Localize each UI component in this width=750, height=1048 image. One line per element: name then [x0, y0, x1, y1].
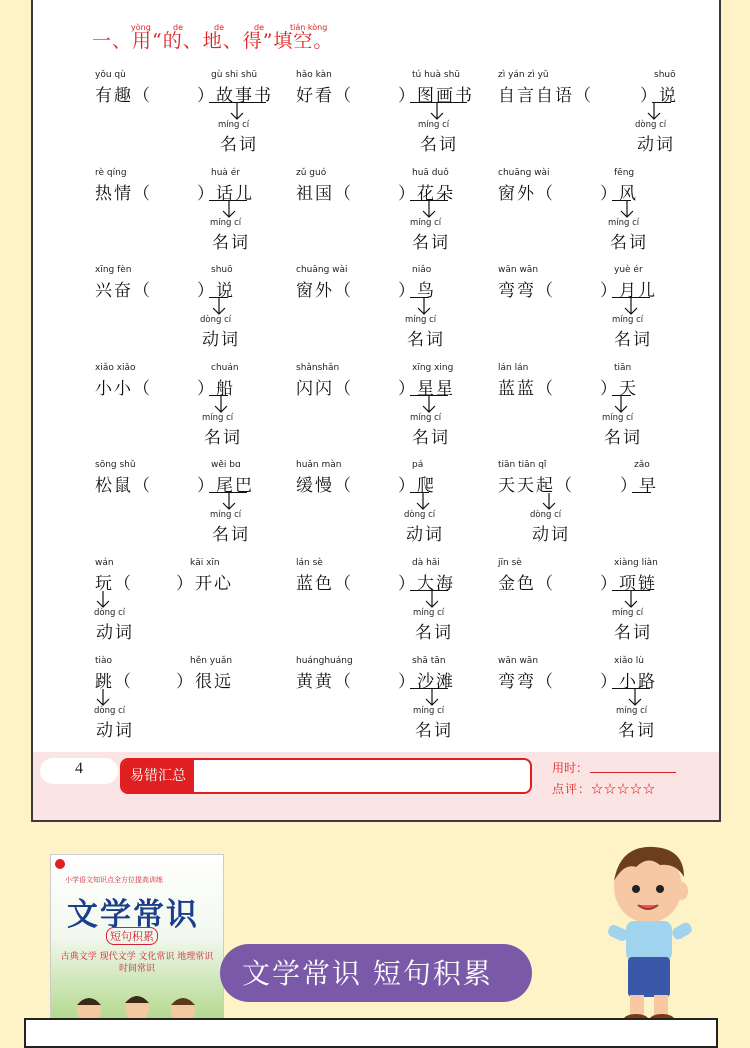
word-text: ）月儿: [600, 281, 657, 301]
adjective-pinyin: zì yán zì yǔ: [498, 70, 549, 80]
book-cover: [50, 854, 224, 1036]
down-arrow-icon: [425, 689, 439, 707]
adjective-pinyin: lán lán: [498, 363, 529, 373]
adjective-pinyin: tiào: [95, 656, 113, 666]
adjective-text: 兴奋（: [95, 281, 152, 301]
word-pinyin: tiān: [614, 363, 632, 373]
word-pinyin: kāi xīn: [190, 558, 220, 568]
part-of-speech-pinyin: míng cí: [602, 413, 634, 423]
part-of-speech-pinyin: míng cí: [405, 315, 437, 325]
part-of-speech-pinyin: míng cí: [210, 510, 242, 520]
part-of-speech-pinyin: míng cí: [612, 315, 644, 325]
down-arrow-icon: [422, 201, 436, 219]
book-title: 文学常识: [67, 897, 199, 933]
word-text: ）花朵: [398, 184, 455, 204]
adjective-text: 热情（: [95, 184, 152, 204]
part-of-speech-label: 动词: [406, 525, 444, 545]
part-of-speech-pinyin: míng cí: [218, 120, 250, 130]
title-pinyin: tián kòng: [290, 23, 328, 32]
adjective-pinyin: rè qíng: [95, 168, 127, 178]
word-pinyin: hěn yuǎn: [190, 656, 233, 666]
word-text: ）说: [640, 86, 678, 106]
adjective-text: 玩（: [95, 574, 133, 594]
word-pinyin: chuán: [211, 363, 239, 373]
part-of-speech-label: 动词: [96, 623, 134, 643]
down-arrow-icon: [212, 298, 226, 316]
part-of-speech-pinyin: dòng cí: [94, 706, 126, 716]
part-of-speech-label: 动词: [96, 721, 134, 741]
adjective-pinyin: yǒu qù: [95, 70, 126, 80]
adjective-pinyin: hǎo kàn: [296, 70, 332, 80]
part-of-speech-pinyin: dòng cí: [530, 510, 562, 520]
bottom-frame: [24, 1018, 718, 1048]
adjective-pinyin: chuāng wài: [498, 168, 550, 178]
part-of-speech-label: 名词: [614, 330, 652, 350]
word-pinyin: shuō: [654, 70, 676, 80]
down-arrow-icon: [624, 298, 638, 316]
title-text: 一、用“的、地、得”填空。: [92, 30, 334, 52]
adjective-pinyin: lán sè: [296, 558, 323, 568]
adjective-text: 闪闪（: [296, 379, 353, 399]
adjective-text: 小小（: [95, 379, 152, 399]
adjective-text: 跳（: [95, 672, 133, 692]
word-text: ）故事书: [197, 86, 273, 106]
part-of-speech-pinyin: dòng cí: [404, 510, 436, 520]
down-arrow-icon: [416, 493, 430, 511]
down-arrow-icon: [214, 396, 228, 414]
word-pinyin: fēng: [614, 168, 635, 178]
part-of-speech-pinyin: míng cí: [608, 218, 640, 228]
word-underline: [632, 492, 651, 493]
word-pinyin: shā tān: [412, 656, 446, 666]
adjective-pinyin: huánghuáng: [296, 656, 353, 666]
down-arrow-icon: [417, 298, 431, 316]
adjective-pinyin: tiān tiān qǐ: [498, 460, 547, 470]
down-arrow-icon: [96, 591, 110, 609]
part-of-speech-pinyin: míng cí: [418, 120, 450, 130]
title-pinyin: de: [254, 23, 264, 32]
down-arrow-icon: [542, 493, 556, 511]
part-of-speech-pinyin: dòng cí: [200, 315, 232, 325]
word-pinyin: xiàng liàn: [614, 558, 658, 568]
word-text: ）说: [197, 281, 235, 301]
adjective-text: 有趣（: [95, 86, 152, 106]
part-of-speech-label: 名词: [212, 233, 250, 253]
word-pinyin: tú huà shū: [412, 70, 460, 80]
word-pinyin: niǎo: [412, 265, 432, 275]
part-of-speech-pinyin: míng cí: [413, 706, 445, 716]
adjective-text: 蓝蓝（: [498, 379, 555, 399]
adjective-text: 弯弯（: [498, 672, 555, 692]
part-of-speech-pinyin: dòng cí: [635, 120, 667, 130]
part-of-speech-pinyin: míng cí: [210, 218, 242, 228]
down-arrow-icon: [614, 396, 628, 414]
word-pinyin: dà hǎi: [412, 558, 440, 568]
adjective-pinyin: xiǎo xiǎo: [95, 363, 136, 373]
title-pinyin: de: [214, 23, 224, 32]
adjective-text: 好看（: [296, 86, 353, 106]
down-arrow-icon: [230, 103, 244, 121]
word-text: ）尾巴: [197, 476, 254, 496]
adjective-pinyin: wān wān: [498, 265, 539, 275]
word-pinyin: gù shi shū: [211, 70, 258, 80]
word-text: ）大海: [398, 574, 455, 594]
word-text: ）爬: [398, 476, 436, 496]
down-arrow-icon: [422, 396, 436, 414]
part-of-speech-label: 名词: [610, 233, 648, 253]
adjective-pinyin: sōng shǔ: [95, 460, 136, 470]
word-pinyin: wěi bɑ: [211, 460, 241, 470]
part-of-speech-label: 名词: [420, 135, 458, 155]
adjective-pinyin: wán: [95, 558, 114, 568]
word-pinyin: huà ér: [211, 168, 241, 178]
part-of-speech-pinyin: míng cí: [616, 706, 648, 716]
banner-text: 文学常识 短句积累: [242, 957, 493, 990]
part-of-speech-label: 名词: [415, 623, 453, 643]
adjective-text: 窗外（: [498, 184, 555, 204]
title-pinyin: de: [173, 23, 183, 32]
part-of-speech-label: 名词: [618, 721, 656, 741]
word-pinyin: shuō: [211, 265, 233, 275]
word-pinyin: huā duǒ: [412, 168, 449, 178]
part-of-speech-pinyin: dòng cí: [94, 608, 126, 618]
word-pinyin: zǎo: [634, 460, 650, 470]
title-pinyin: yòng: [131, 23, 151, 32]
down-arrow-icon: [222, 493, 236, 511]
word-pinyin: xiǎo lù: [614, 656, 644, 666]
adjective-pinyin: wān wān: [498, 656, 539, 666]
adjective-text: 缓慢（: [296, 476, 353, 496]
part-of-speech-label: 名词: [220, 135, 258, 155]
word-text: ）船: [197, 379, 235, 399]
down-arrow-icon: [620, 201, 634, 219]
adjective-text: 祖国（: [296, 184, 353, 204]
part-of-speech-pinyin: míng cí: [202, 413, 234, 423]
part-of-speech-label: 名词: [212, 525, 250, 545]
time-blank: [590, 772, 676, 773]
adjective-pinyin: jīn sè: [498, 558, 522, 568]
part-of-speech-label: 动词: [637, 135, 675, 155]
adjective-text: 自言自语（: [498, 86, 593, 106]
down-arrow-icon: [647, 103, 661, 121]
word-text: ）小路: [600, 672, 657, 692]
word-pinyin: xīng xing: [412, 363, 454, 373]
down-arrow-icon: [430, 103, 444, 121]
part-of-speech-label: 名词: [412, 233, 450, 253]
word-text: ）星星: [398, 379, 455, 399]
part-of-speech-label: 名词: [204, 428, 242, 448]
publisher-logo-icon: [55, 859, 65, 869]
adjective-text: 天天起（: [498, 476, 574, 496]
book-small-text: 小学语文知识点全方位提高训练: [65, 876, 163, 884]
word-text: ）鸟: [398, 281, 436, 301]
word-text: ）图画书: [398, 86, 474, 106]
word-pinyin: pá: [412, 460, 424, 470]
page-number: 4: [40, 758, 118, 784]
error-summary-label: 易错汇总: [122, 760, 194, 792]
word-pinyin: yuè ér: [614, 265, 643, 275]
part-of-speech-label: 名词: [604, 428, 642, 448]
part-of-speech-pinyin: míng cí: [410, 413, 442, 423]
part-of-speech-label: 动词: [532, 525, 570, 545]
word-text: ）沙滩: [398, 672, 455, 692]
down-arrow-icon: [425, 591, 439, 609]
part-of-speech-label: 名词: [412, 428, 450, 448]
down-arrow-icon: [222, 201, 236, 219]
adjective-pinyin: xīng fèn: [95, 265, 132, 275]
adjective-pinyin: shǎnshǎn: [296, 363, 340, 373]
down-arrow-icon: [624, 591, 638, 609]
adjective-text: 黄黄（: [296, 672, 353, 692]
part-of-speech-pinyin: míng cí: [413, 608, 445, 618]
down-arrow-icon: [628, 689, 642, 707]
word-text: ）风: [600, 184, 638, 204]
word-text: ）天: [600, 379, 638, 399]
word-text: ）早: [620, 476, 658, 496]
part-of-speech-pinyin: míng cí: [612, 608, 644, 618]
word-text: ）话儿: [197, 184, 254, 204]
book-topics: 古典文学 现代文学 文化常识 地理常识 时间常识: [60, 952, 214, 974]
score-label: 点评：☆☆☆☆☆: [552, 782, 657, 796]
adjective-pinyin: zǔ guó: [296, 168, 327, 178]
word-text: ）开心: [176, 574, 233, 594]
adjective-pinyin: huǎn màn: [296, 460, 342, 470]
part-of-speech-pinyin: míng cí: [410, 218, 442, 228]
down-arrow-icon: [96, 689, 110, 707]
time-label: 用时：: [552, 761, 589, 775]
word-text: ）项链: [600, 574, 657, 594]
word-text: ）很远: [176, 672, 233, 692]
part-of-speech-label: 名词: [614, 623, 652, 643]
part-of-speech-label: 名词: [415, 721, 453, 741]
adjective-text: 蓝色（: [296, 574, 353, 594]
adjective-text: 弯弯（: [498, 281, 555, 301]
adjective-text: 松鼠（: [95, 476, 152, 496]
cartoon-boy-icon: [598, 845, 718, 1025]
adjective-text: 金色（: [498, 574, 555, 594]
exercise-title: [92, 23, 334, 53]
adjective-text: 窗外（: [296, 281, 353, 301]
book-subtitle: 短句积累: [106, 927, 158, 945]
part-of-speech-label: 动词: [202, 330, 240, 350]
adjective-pinyin: chuāng wài: [296, 265, 348, 275]
part-of-speech-label: 名词: [407, 330, 445, 350]
